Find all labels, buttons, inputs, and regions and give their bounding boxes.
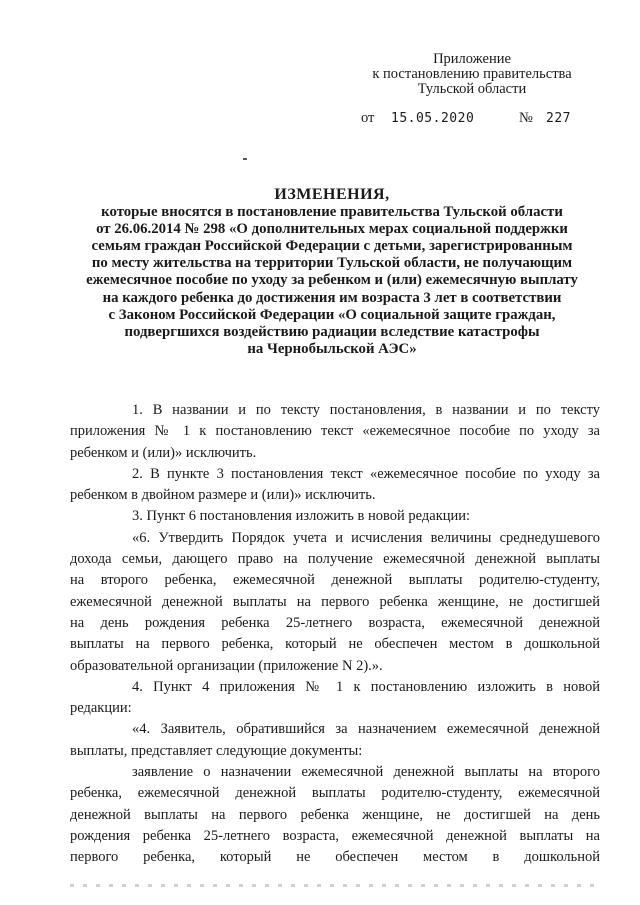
resolution-date: 15.05.2020 <box>391 111 475 126</box>
body-line: ребенка, ежемесячной денежной выплаты родителю-студенту, ежемесячной <box>70 785 600 802</box>
body-line: «6. Утвердить Порядок учета и исчисления величины среднедушевого <box>132 529 600 546</box>
appendix-block <box>352 52 592 97</box>
body-line: денежной выплаты на первого ребенка женщине, не достигшей на день <box>70 806 600 823</box>
body-line: на день рождения ребенка 25-летнего возраста, ежемесячной денежной <box>70 614 600 631</box>
body-line: на второго ребенка, ежемесячной денежной выплаты родителю-студенту, <box>70 572 600 589</box>
body-line: ежемесячной денежной выплаты на первого ребенка женщине, не достигшей <box>70 593 600 610</box>
body-line: 4. Пункт 4 приложения № 1 к постановлению изложить в новой <box>132 678 600 695</box>
title-line: которые вносятся в постановление правительства Тульской области <box>101 204 563 221</box>
body-line: выплаты на первого ребенка, который не обеспечен местом в дошкольной <box>70 636 600 653</box>
body-line: первого ребенка, который не обеспечен местом в дошкольной <box>70 849 600 866</box>
body-line: ребенком в двойном размере и (или)» исключить. <box>70 487 376 504</box>
resolution-date-number <box>361 110 571 127</box>
title-line: на Чернобыльской АЭС» <box>247 340 417 357</box>
number-sign: № <box>519 110 533 126</box>
scan-footer-marks <box>70 884 600 887</box>
body-line: рождения ребенка 25-летнего возраста, ежемесячной денежной выплаты на <box>70 827 600 844</box>
title-heading: ИЗМЕНЕНИЯ, <box>274 186 390 203</box>
body-line: 2. В пункте 3 постановления текст «ежемесячное пособие по уходу за <box>132 465 600 482</box>
document-body <box>70 400 600 869</box>
body-line: редакции: <box>70 700 132 717</box>
body-line: образовательной организации (приложение N 2).». <box>70 657 383 674</box>
date-prefix: от <box>361 110 375 126</box>
body-line: приложения № 1 к постановлению текст «ежемесячное пособие по уходу за <box>70 423 600 440</box>
title-line: от 26.06.2014 № 298 «О дополнительных мерах социальной поддержки <box>96 221 568 238</box>
title-line: семьям граждан Российской Федерации с детьми, зарегистрированным <box>91 238 573 255</box>
body-line: 1. В названии и по тексту постановления, в названии и по тексту <box>132 402 600 418</box>
appendix-line: Приложение <box>433 51 511 67</box>
title-line: на каждого ребенка до достижения им возраста 3 лет в соответствии <box>102 289 562 306</box>
scan-mark <box>243 158 247 160</box>
document-title <box>66 186 598 358</box>
body-line: «4. Заявитель, обратившийся за назначением ежемесячной денежной <box>132 721 600 738</box>
body-line: 3. Пункт 6 постановления изложить в новой редакции: <box>132 508 471 525</box>
appendix-line: Тульской области <box>417 81 527 97</box>
title-line: ежемесячное пособие по уходу за ребенком и (или) ежемесячную выплату <box>86 272 578 289</box>
resolution-number: 227 <box>546 111 571 126</box>
body-line: дохода семьи, дающего право на получение ежемесячной денежной выплаты <box>70 551 600 568</box>
body-line: выплаты, представляет следующие документы: <box>70 742 363 759</box>
body-line: заявление о назначении ежемесячной денежной выплаты на второго <box>132 764 600 781</box>
body-line: ребенком и (или)» исключить. <box>70 444 257 461</box>
appendix-line: к постановлению правительства <box>372 66 572 82</box>
title-line: по месту жительства на территории Тульской области, не получающим <box>91 255 573 272</box>
title-line: подвергшихся воздействию радиации вследствие катастрофы <box>124 323 540 340</box>
title-line: с Законом Российской Федерации «О социальной защите граждан, <box>108 306 556 323</box>
